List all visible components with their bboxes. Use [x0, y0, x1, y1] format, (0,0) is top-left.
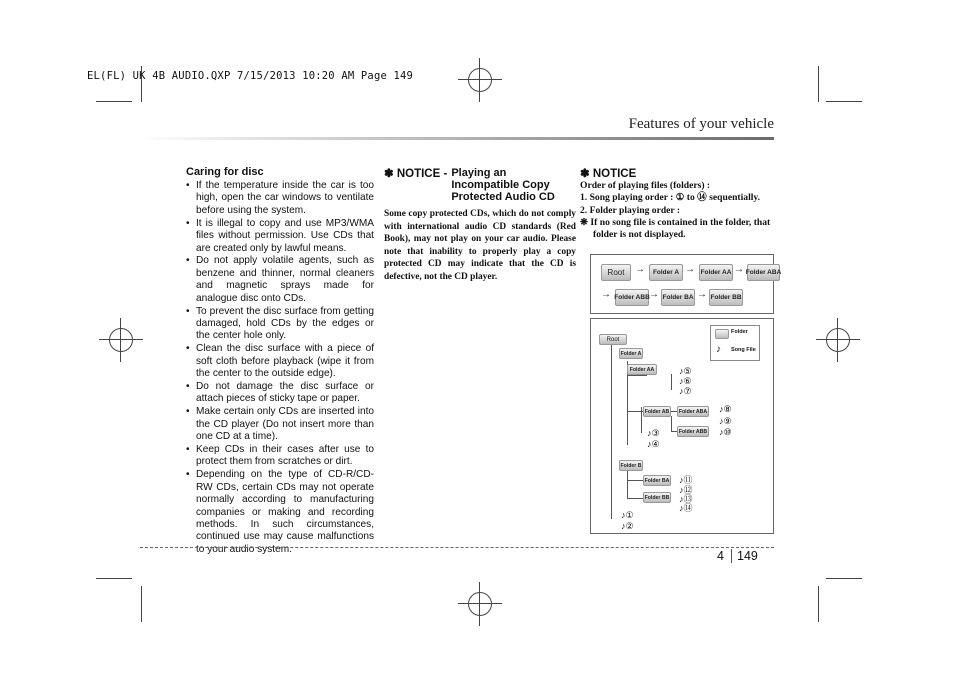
- notice-line: 1. Song playing order : ① to ⑭ sequentially.: [580, 192, 761, 204]
- legend-folder-label: Folder: [731, 329, 748, 335]
- section-heading: Caring for disc: [186, 166, 264, 178]
- notice-title: Playing an Incompatible Copy Protected Audio CD: [451, 167, 555, 203]
- legend-box: [710, 325, 760, 361]
- music-note-icon: ♪: [716, 344, 721, 355]
- notice-heading: [384, 166, 576, 203]
- tree-line: [627, 498, 643, 499]
- folder-icon: [715, 329, 729, 339]
- crop-mark: [826, 578, 862, 579]
- arrow-right-icon: →: [697, 289, 707, 300]
- arrow-right-icon: →: [649, 289, 659, 300]
- song-file: ♪③: [647, 428, 660, 438]
- tree-line: [671, 416, 672, 432]
- list-item: • To prevent the disc surface from getting damaged, hold CDs by the edges or the center hole only.: [186, 306, 374, 343]
- tree-line: [627, 480, 643, 481]
- notice-label: ✽ NOTICE: [580, 168, 637, 180]
- list-item: • Keep CDs in their cases after use to protect them from scratches or dirt.: [186, 444, 374, 469]
- chapter-number: 4: [717, 549, 724, 563]
- song-file: ♪⑥: [679, 376, 692, 386]
- crop-mark: [826, 101, 862, 102]
- song-file: ♪⑤: [679, 366, 692, 376]
- caring-for-disc-section: [186, 166, 374, 557]
- crop-mark: [96, 578, 132, 579]
- folder-icon: Folder ABB: [615, 289, 649, 306]
- tree-line: [627, 411, 643, 412]
- folder-order-diagram: [590, 254, 782, 314]
- song-file: ♪⑩: [719, 427, 732, 437]
- folder-icon: Folder ABA: [677, 406, 709, 417]
- list-item: • Depending on the type of CD-R/CD-RW CDs, certain CDs may not operate normally according to manufacturing companies or making and recording methods. In such circumstances, continued use may cause malfunctions to your audio system.: [186, 469, 374, 556]
- page-number-divider: [731, 549, 732, 563]
- song-file: ♪⑭: [679, 503, 693, 513]
- crop-mark: [818, 66, 819, 102]
- folder-icon: Folder BA: [643, 475, 671, 486]
- page-number: 149: [737, 549, 758, 563]
- notice-line: ❋ If no song file is contained in the folder, that folder is not displayed.: [580, 216, 771, 241]
- folder-icon: Folder B: [619, 460, 643, 471]
- tree-line: [611, 344, 612, 519]
- song-file: ♪①: [621, 510, 634, 520]
- tree-line: [627, 375, 647, 376]
- tree-line: [627, 469, 628, 499]
- page-header-title: Features of your vehicle: [628, 116, 774, 132]
- list-item: • Do not damage the disc surface or attach pieces of sticky tape or paper.: [186, 381, 374, 406]
- footer-rule: [140, 547, 774, 548]
- bullet-list: [186, 180, 374, 556]
- registration-mark: [458, 58, 502, 102]
- arrow-right-icon: →: [635, 264, 645, 275]
- crop-mark: [818, 586, 819, 622]
- print-slug: EL(FL) UK 4B AUDIO.QXP 7/15/2013 10:20 AM Page 149: [87, 70, 414, 82]
- crop-mark: [141, 586, 142, 622]
- notice-line: 2. Folder playing order :: [580, 204, 681, 216]
- song-file: ♪⑫: [679, 485, 693, 495]
- registration-mark: [816, 318, 860, 362]
- legend-song-label: Song File: [731, 347, 756, 353]
- folder-icon: Root: [601, 264, 631, 281]
- notice-line: Order of playing files (folders) :: [580, 180, 711, 191]
- tree-line: [671, 374, 672, 390]
- song-file: ♪④: [647, 439, 660, 449]
- registration-mark: [458, 582, 502, 626]
- folder-icon: Folder AA: [627, 364, 657, 375]
- list-item: • Make certain only CDs are inserted into the CD player (Do not insert more than one CD at a time).: [186, 406, 374, 443]
- folder-tree-diagram: [590, 318, 774, 534]
- folder-icon: Folder BA: [661, 289, 695, 306]
- arrow-right-icon: →: [734, 264, 744, 275]
- folder-icon: Folder A: [619, 348, 643, 359]
- arrow-right-icon: →: [601, 289, 611, 300]
- crop-mark: [96, 101, 132, 102]
- list-item: • Clean the disc surface with a piece of soft cloth before playback (wipe it from the center to the outside edge).: [186, 343, 374, 380]
- list-item: • Do not apply volatile agents, such as benzene and thinner, normal cleaners and magnetic sprays made for analogue disc onto CDs.: [186, 255, 374, 305]
- song-file: ♪⑪: [679, 475, 693, 485]
- folder-icon: Folder ABB: [677, 426, 709, 437]
- header-rule: [140, 137, 774, 140]
- folder-icon: Folder ABA: [747, 264, 780, 281]
- list-item: • It is illegal to copy and use MP3/WMA files without permission. Use CDs that are created only by lawful means.: [186, 218, 374, 255]
- song-file: ♪②: [621, 521, 634, 531]
- folder-icon: Folder AA: [699, 264, 733, 281]
- song-file: ♪⑨: [719, 416, 732, 426]
- registration-mark: [99, 318, 143, 362]
- song-file: ♪⑧: [719, 404, 732, 414]
- song-file: ♪⑦: [679, 386, 692, 396]
- folder-icon: Folder AB: [643, 406, 671, 417]
- notice-body: Some copy protected CDs, which do not comply with international audio CD standards (Red Book), may not play on your car audio. Please note that inability to properly play a copy protected CD may indicate that the CD is defective, not the CD player.: [384, 209, 576, 282]
- song-file: ♪⑬: [679, 494, 693, 504]
- arrow-right-icon: →: [685, 264, 695, 275]
- folder-icon: Folder A: [649, 264, 683, 281]
- folder-icon: Root: [599, 334, 627, 345]
- playing-order-notice: [580, 166, 776, 241]
- folder-icon: Folder BB: [643, 492, 671, 503]
- notice-label: ✽ NOTICE -: [384, 168, 448, 180]
- list-item: • If the temperature inside the car is too high, open the car windows to ventilate before using the system.: [186, 180, 374, 217]
- copy-protected-notice: [384, 166, 576, 283]
- folder-icon: Folder BB: [709, 289, 743, 306]
